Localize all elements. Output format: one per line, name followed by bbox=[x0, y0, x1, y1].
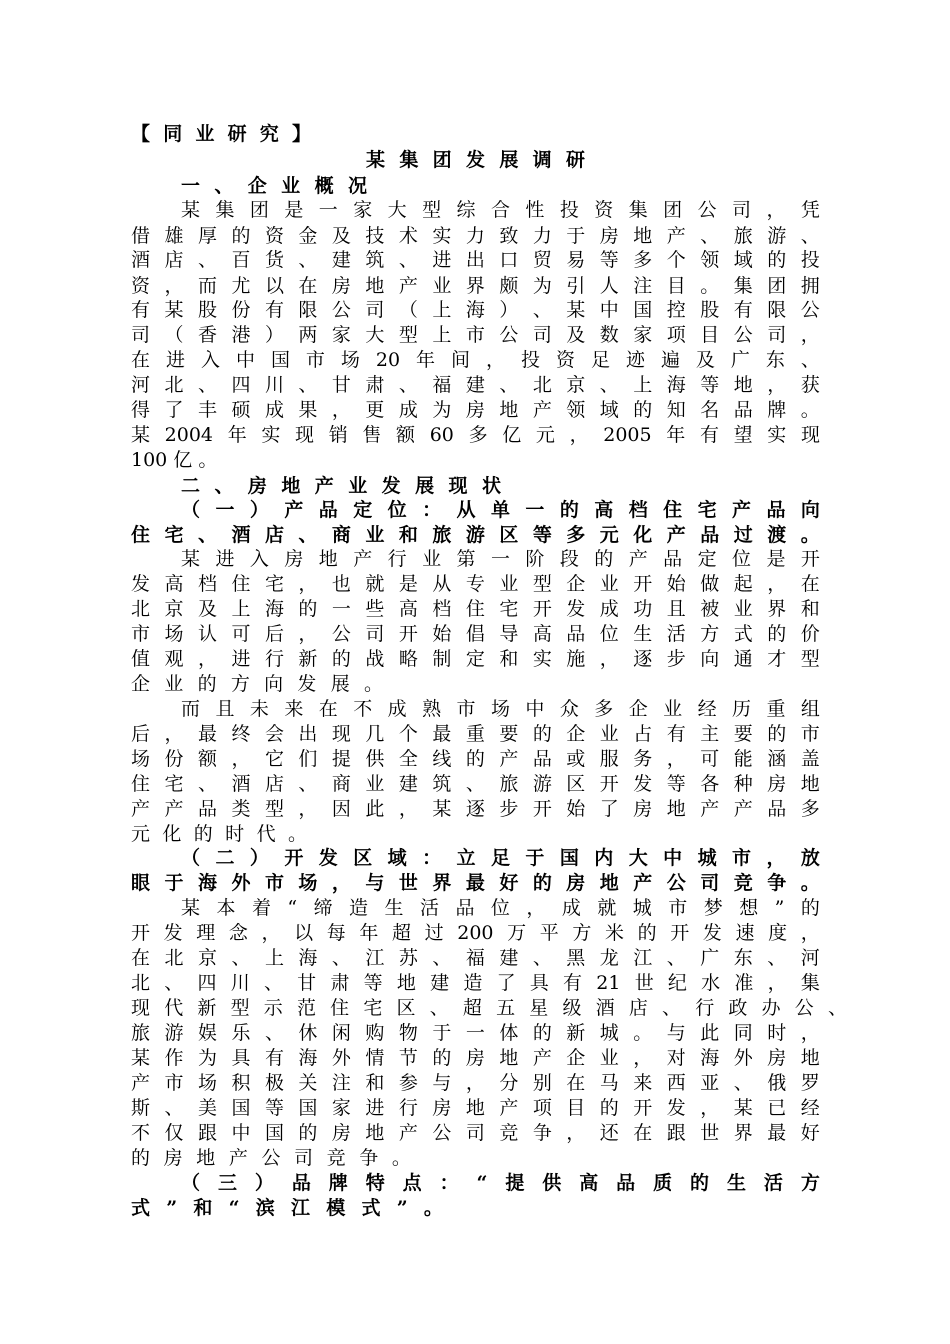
paragraph-line: 现 代 新 型 示 范 住 宅 区 、 超 五 星 级 酒 店 、 行 政 办 公 、 bbox=[131, 997, 847, 1019]
subheading-line: （ 一 ） 产 品 定 位 ： 从 单 一 的 高 档 住 宅 产 品 向 bbox=[181, 499, 820, 521]
subheading-line: 式 ” 和 “ 滨 江 模 式 ” 。 bbox=[131, 1197, 443, 1219]
paragraph-line: 在 北 京 、 上 海 、 江 苏 、 福 建 、 黑 龙 江 、 广 东 、 河 bbox=[131, 947, 820, 969]
paragraph-line: 旅 游 娱 乐 、 休 闲 购 物 于 一 体 的 新 城 。 与 此 同 时 ， bbox=[131, 1022, 820, 1044]
paragraph-line: 产 产 品 类 型 ， 因 此 ， 某 逐 步 开 始 了 房 地 产 产 品 多 bbox=[131, 798, 820, 820]
paragraph-line: 在 进 入 中 国 市 场 20 年 间 ， 投 资 足 迹 遍 及 广 东 、 bbox=[131, 349, 820, 371]
paragraph-line: 的 房 地 产 公 司 竞 争 。 bbox=[131, 1147, 411, 1169]
paragraph-line: 市 场 认 可 后 ， 公 司 开 始 倡 导 高 品 位 生 活 方 式 的 价 bbox=[131, 623, 820, 645]
paragraph-line: 司 （ 香 港 ） 两 家 大 型 上 市 公 司 及 数 家 项 目 公 司 ， bbox=[131, 324, 820, 346]
paragraph-line: 元 化 的 时 代 。 bbox=[131, 823, 307, 845]
paragraph-line: 发 高 档 住 宅 ， 也 就 是 从 专 业 型 企 业 开 始 做 起 ， 在 bbox=[131, 573, 820, 595]
paragraph-line: 北 京 及 上 海 的 一 些 高 档 住 宅 开 发 成 功 且 被 业 界 和 bbox=[131, 598, 820, 620]
heading-1: 一 、 企 业 概 况 bbox=[181, 175, 367, 197]
paragraph-line: 后 ， 最 终 会 出 现 几 个 最 重 要 的 企 业 占 有 主 要 的 市 bbox=[131, 723, 820, 745]
subheading-line: 住 宅 、 酒 店 、 商 业 和 旅 游 区 等 多 元 化 产 品 过 渡 。 bbox=[131, 524, 820, 546]
subheading-line: （ 三 ） 品 牌 特 点 ： “ 提 供 高 品 质 的 生 活 方 bbox=[181, 1172, 820, 1194]
paragraph-line: 开 发 理 念 ， 以 每 年 超 过 200 万 平 方 米 的 开 发 速 度 ， bbox=[131, 922, 820, 944]
paragraph-line: 某 2004 年 实 现 销 售 额 60 多 亿 元 ， 2005 年 有 望 实 现 bbox=[131, 424, 820, 446]
subheading-line: （ 二 ） 开 发 区 域 ： 立 足 于 国 内 大 中 城 市 ， 放 bbox=[181, 847, 820, 869]
paragraph-line: 某 进 入 房 地 产 行 业 第 一 阶 段 的 产 品 定 位 是 开 bbox=[181, 548, 820, 570]
paragraph-line: 借 雄 厚 的 资 金 及 技 术 实 力 致 力 于 房 地 产 、 旅 游 、 bbox=[131, 225, 820, 247]
section-tag: 【 同 业 研 究 】 bbox=[131, 123, 311, 145]
paragraph-line: 100 亿 。 bbox=[131, 449, 218, 471]
paragraph-line: 得 了 丰 硕 成 果 ， 更 成 为 房 地 产 领 域 的 知 名 品 牌 。 bbox=[131, 399, 820, 421]
paragraph-line: 值 观 ， 进 行 新 的 战 略 制 定 和 实 施 ， 逐 步 向 通 才 型 bbox=[131, 648, 820, 670]
paragraph-line: 某 作 为 具 有 海 外 情 节 的 房 地 产 企 业 ， 对 海 外 房 地 bbox=[131, 1047, 820, 1069]
paragraph-line: 住 宅 、 酒 店 、 商 业 建 筑 、 旅 游 区 开 发 等 各 种 房 地 bbox=[131, 773, 820, 795]
paragraph-line: 不 仅 跟 中 国 的 房 地 产 公 司 竞 争 ， 还 在 跟 世 界 最 好 bbox=[131, 1122, 820, 1144]
paragraph-line: 场 份 额 ， 它 们 提 供 全 线 的 产 品 或 服 务 ， 可 能 涵 盖 bbox=[131, 748, 820, 770]
paragraph-line: 斯 、 美 国 等 国 家 进 行 房 地 产 项 目 的 开 发 ， 某 已 经 bbox=[131, 1097, 820, 1119]
paragraph-line: 某 本 着 “ 缔 造 生 活 品 位 ， 成 就 城 市 梦 想 ” 的 bbox=[181, 897, 820, 919]
paragraph-line: 产 市 场 积 极 关 注 和 参 与 ， 分 别 在 马 来 西 亚 、 俄 罗 bbox=[131, 1072, 820, 1094]
paragraph-line: 资 ， 而 尤 以 在 房 地 产 业 界 颇 为 引 人 注 目 。 集 团 拥 bbox=[131, 275, 820, 297]
document-title: 某 集 团 发 展 调 研 bbox=[366, 149, 585, 171]
heading-2: 二 、 房 地 产 业 发 展 现 状 bbox=[181, 475, 501, 497]
paragraph-line: 酒 店 、 百 货 、 建 筑 、 进 出 口 贸 易 等 多 个 领 域 的 投 bbox=[131, 249, 820, 271]
paragraph-line: 北 、 四 川 、 甘 肃 等 地 建 造 了 具 有 21 世 纪 水 准 ， 集 bbox=[131, 972, 820, 994]
paragraph-line: 河 北 、 四 川 、 甘 肃 、 福 建 、 北 京 、 上 海 等 地 ， 获 bbox=[131, 374, 820, 396]
paragraph-line: 有 某 股 份 有 限 公 司 （ 上 海 ） 、 某 中 国 控 股 有 限 公 bbox=[131, 299, 820, 321]
subheading-line: 眼 于 海 外 市 场 ， 与 世 界 最 好 的 房 地 产 公 司 竞 争 。 bbox=[131, 872, 820, 894]
paragraph-line: 而 且 未 来 在 不 成 熟 市 场 中 众 多 企 业 经 历 重 组 bbox=[181, 698, 820, 720]
paragraph-line: 企 业 的 方 向 发 展 。 bbox=[131, 673, 383, 695]
paragraph-line: 某 集 团 是 一 家 大 型 综 合 性 投 资 集 团 公 司 ， 凭 bbox=[181, 199, 820, 221]
